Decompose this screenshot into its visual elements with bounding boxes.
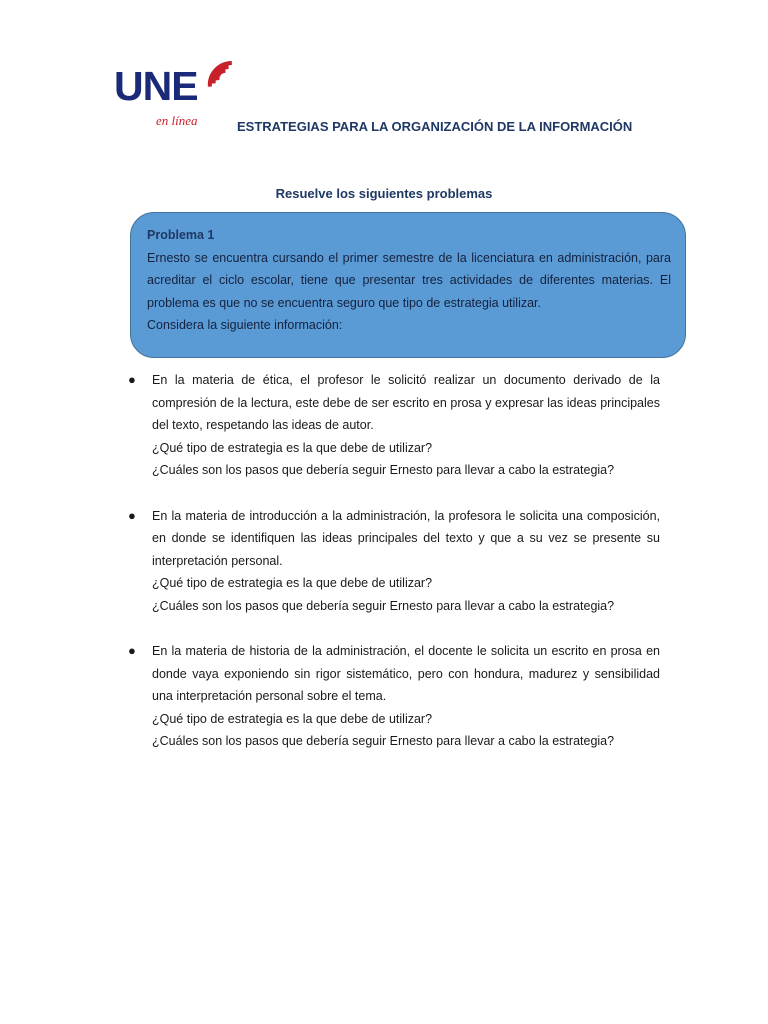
list-item: [0, 369, 768, 482]
logo-wordmark: UNE: [114, 63, 198, 109]
problem-content: [147, 224, 671, 337]
une-logo: [112, 46, 237, 136]
question-steps: ¿Cuáles son los pasos que debería seguir Ernesto para llevar a cabo la estrategia?: [152, 734, 615, 748]
question-body: [152, 505, 660, 618]
question-scenario: En la materia de introducción a la administración, la profesora le solicita una composición, en donde se identifiquen las ideas principales del texto y que a su vez se presente su interpretación personal.: [152, 508, 660, 568]
question-body: [152, 369, 660, 482]
questions-list: [0, 369, 768, 776]
list-item: [0, 505, 768, 618]
document-title: ESTRATEGIAS PARA LA ORGANIZACIÓN DE LA INFORMACIÓN: [237, 119, 633, 134]
question-scenario: En la materia de ética, el profesor le solicitó realizar un documento derivado de la compresión de la lectura, este debe de ser escrito en prosa y expresar las ideas principales del texto, respetando las ideas de autor.: [152, 373, 660, 432]
question-strategy-type: ¿Qué tipo de estrategia es la que debe de utilizar?: [152, 576, 433, 590]
problem-title: Problema 1: [147, 228, 215, 242]
bullet-icon: ●: [128, 507, 136, 523]
list-item: [0, 640, 768, 753]
problem-description: Ernesto se encuentra cursando el primer semestre de la licenciatura en administración, para acreditar el ciclo escolar, tiene que presentar tres actividades de diferentes materias. El problema es que no se encuentra seguro que tipo de estrategia utilizar.: [147, 250, 671, 310]
question-strategy-type: ¿Qué tipo de estrategia es la que debe de utilizar?: [152, 440, 433, 455]
signal-arcs-icon: [192, 46, 234, 88]
problem-instruction: Considera la siguiente información:: [147, 318, 343, 332]
question-steps: ¿Cuáles son los pasos que debería seguir Ernesto para llevar a cabo la estrategia?: [152, 598, 615, 613]
bullet-icon: ●: [128, 643, 136, 658]
document-subtitle: Resuelve los siguientes problemas: [275, 186, 493, 201]
question-body: [152, 640, 660, 753]
problem-box: [130, 212, 686, 358]
question-scenario: En la materia de historia de la administración, el docente le solicita un escrito en prosa en donde vaya exponiendo sin rigor sistemático, pero con hondura, madurez y sensibilidad una interpretación personal sobre el tema.: [152, 644, 660, 703]
logo-tagline: en línea: [156, 113, 198, 128]
question-steps: ¿Cuáles son los pasos que debería seguir Ernesto para llevar a cabo la estrategia?: [152, 463, 615, 477]
question-strategy-type: ¿Qué tipo de estrategia es la que debe de utilizar?: [152, 711, 433, 726]
bullet-icon: ●: [128, 372, 136, 387]
